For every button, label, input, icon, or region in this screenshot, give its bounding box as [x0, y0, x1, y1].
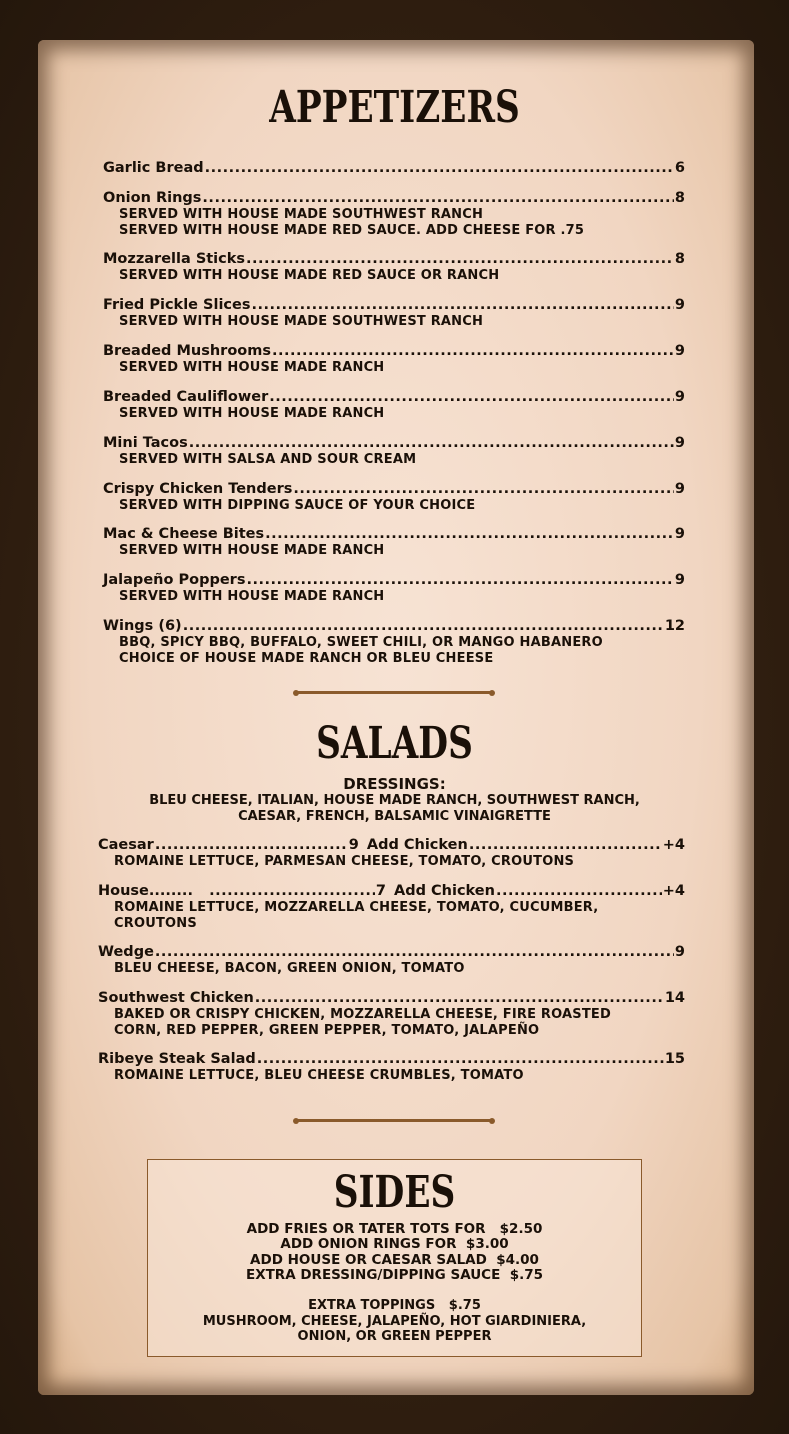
menu-item-fried-pickle-slices — [103, 297, 685, 330]
appetizers-title: APPETIZERS — [269, 82, 520, 133]
item-description: SERVED WITH HOUSE MADE RED SAUCE OR RANCH — [119, 268, 500, 283]
item-name: House........ — [98, 883, 209, 899]
item-price: 8 — [674, 251, 685, 267]
item-description: SERVED WITH HOUSE MADE SOUTHWEST RANCH — [119, 314, 484, 329]
dressings-list: BLEU CHEESE, ITALIAN, HOUSE MADE RANCH, SOUTHWEST RANCH, — [149, 793, 640, 808]
item-name: Garlic Bread — [103, 160, 204, 176]
item-description: SERVED WITH HOUSE MADE RANCH — [119, 360, 385, 375]
item-description: SERVED WITH HOUSE MADE RANCH — [119, 406, 385, 421]
item-price: 9 — [674, 481, 685, 497]
item-description: SERVED WITH HOUSE MADE RED SAUCE. ADD CHEESE FOR .75 — [119, 222, 585, 238]
item-price: 9 — [674, 389, 685, 405]
item-description: BAKED OR CRISPY CHICKEN, MOZZARELLA CHEESE, FIRE ROASTED — [114, 1007, 611, 1022]
item-price: 7 — [375, 883, 386, 899]
item-description: CHOICE OF HOUSE MADE RANCH OR BLEU CHEESE — [119, 650, 494, 666]
dressings-label: DRESSINGS: — [343, 775, 446, 793]
item-description: SERVED WITH SALSA AND SOUR CREAM — [119, 452, 417, 467]
item-name: Wedge — [98, 944, 154, 960]
addon-price: +4 — [662, 837, 685, 853]
item-name: Breaded Mushrooms — [103, 343, 271, 359]
section-divider — [296, 1119, 492, 1122]
toppings-title: EXTRA TOPPINGS $.75 — [308, 1298, 481, 1313]
dressings-list: CAESAR, FRENCH, BALSAMIC VINAIGRETTE — [238, 808, 551, 824]
menu-item-ribeye-steak-salad — [98, 1051, 685, 1084]
item-price: 9 — [674, 297, 685, 313]
item-name: Mac & Cheese Bites — [103, 526, 265, 542]
sides-line: ADD ONION RINGS FOR $3.00 — [280, 1236, 509, 1253]
item-name: Mozzarella Sticks — [103, 251, 246, 267]
menu-item-garlic-bread — [103, 160, 685, 177]
item-name: Crispy Chicken Tenders — [103, 481, 293, 497]
toppings-list: ONION, OR GREEN PEPPER — [297, 1329, 492, 1344]
item-description: CORN, RED PEPPER, GREEN PEPPER, TOMATO, JALAPEÑO — [114, 1022, 540, 1038]
item-name: Southwest Chicken — [98, 990, 254, 1006]
item-price: 9 — [674, 944, 685, 960]
menu-item-mini-tacos — [103, 435, 685, 468]
item-price: 8 — [674, 190, 685, 206]
menu-item-southwest-chicken — [98, 990, 685, 1038]
menu-item-wedge — [98, 944, 685, 977]
item-price: 15 — [664, 1051, 685, 1067]
item-description: ROMAINE LETTUCE, BLEU CHEESE CRUMBLES, TOMATO — [114, 1068, 524, 1083]
item-description: SERVED WITH DIPPING SAUCE OF YOUR CHOICE — [119, 498, 476, 513]
menu-item-breaded-cauliflower — [103, 389, 685, 422]
item-price: 9 — [674, 572, 685, 588]
item-description: SERVED WITH HOUSE MADE RANCH — [119, 543, 385, 558]
menu-item-mac-cheese-bites — [103, 526, 685, 559]
dressings-block — [0, 776, 789, 824]
item-price: 9 — [674, 526, 685, 542]
item-name: Fried Pickle Slices — [103, 297, 251, 313]
item-price: 12 — [664, 618, 685, 634]
item-price: 9 — [348, 837, 359, 853]
item-description: BLEU CHEESE, BACON, GREEN ONION, TOMATO — [114, 961, 465, 976]
menu-item-caesar — [98, 837, 685, 870]
item-name: Onion Rings — [103, 190, 202, 206]
menu-item-jalapeno-poppers — [103, 572, 685, 605]
item-description: ROMAINE LETTUCE, PARMESAN CHEESE, TOMATO, CROUTONS — [114, 854, 575, 869]
addon-price: +4 — [662, 883, 685, 899]
item-price: 6 — [674, 160, 685, 176]
item-name: Caesar — [98, 837, 154, 853]
addon-label: Add Chicken — [393, 883, 495, 899]
menu-item-mozzarella-sticks — [103, 251, 685, 284]
sides-list — [0, 1222, 789, 1283]
item-description: SERVED WITH HOUSE MADE SOUTHWEST RANCH — [119, 207, 484, 222]
menu-item-wings — [103, 618, 685, 666]
item-description: SERVED WITH HOUSE MADE RANCH — [119, 589, 385, 604]
item-description: BBQ, SPICY BBQ, BUFFALO, SWEET CHILI, OR MANGO HABANERO — [119, 635, 603, 650]
sides-line: ADD HOUSE OR CAESAR SALAD $4.00 — [250, 1251, 539, 1268]
section-divider — [296, 691, 492, 694]
sides-line: ADD FRIES OR TATER TOTS FOR $2.50 — [246, 1221, 543, 1237]
item-name: Jalapeño Poppers — [103, 572, 246, 588]
item-name: Mini Tacos — [103, 435, 188, 451]
item-price: 9 — [674, 343, 685, 359]
toppings-block — [0, 1298, 789, 1345]
menu-item-crispy-chicken-tenders — [103, 481, 685, 514]
item-name: Breaded Cauliflower — [103, 389, 269, 405]
item-description: CROUTONS — [114, 915, 197, 931]
salads-title: SALADS — [316, 718, 473, 769]
addon-dots — [496, 883, 662, 900]
sides-title: SIDES — [333, 1167, 456, 1218]
item-name: Wings (6) — [103, 618, 182, 634]
item-description: ROMAINE LETTUCE, MOZZARELLA CHEESE, TOMATO, CUCUMBER, — [114, 900, 599, 915]
menu-item-house — [98, 883, 685, 931]
menu-item-onion-rings — [103, 190, 685, 238]
item-price: 9 — [674, 435, 685, 451]
toppings-list: MUSHROOM, CHEESE, JALAPEÑO, HOT GIARDINIERA, — [202, 1313, 587, 1329]
addon-label: Add Chicken — [366, 837, 468, 853]
sides-line: EXTRA DRESSING/DIPPING SAUCE $.75 — [245, 1266, 544, 1283]
item-price: 14 — [664, 990, 685, 1006]
addon-dots — [469, 837, 662, 854]
menu-item-breaded-mushrooms — [103, 343, 685, 376]
item-name: Ribeye Steak Salad — [98, 1051, 256, 1067]
